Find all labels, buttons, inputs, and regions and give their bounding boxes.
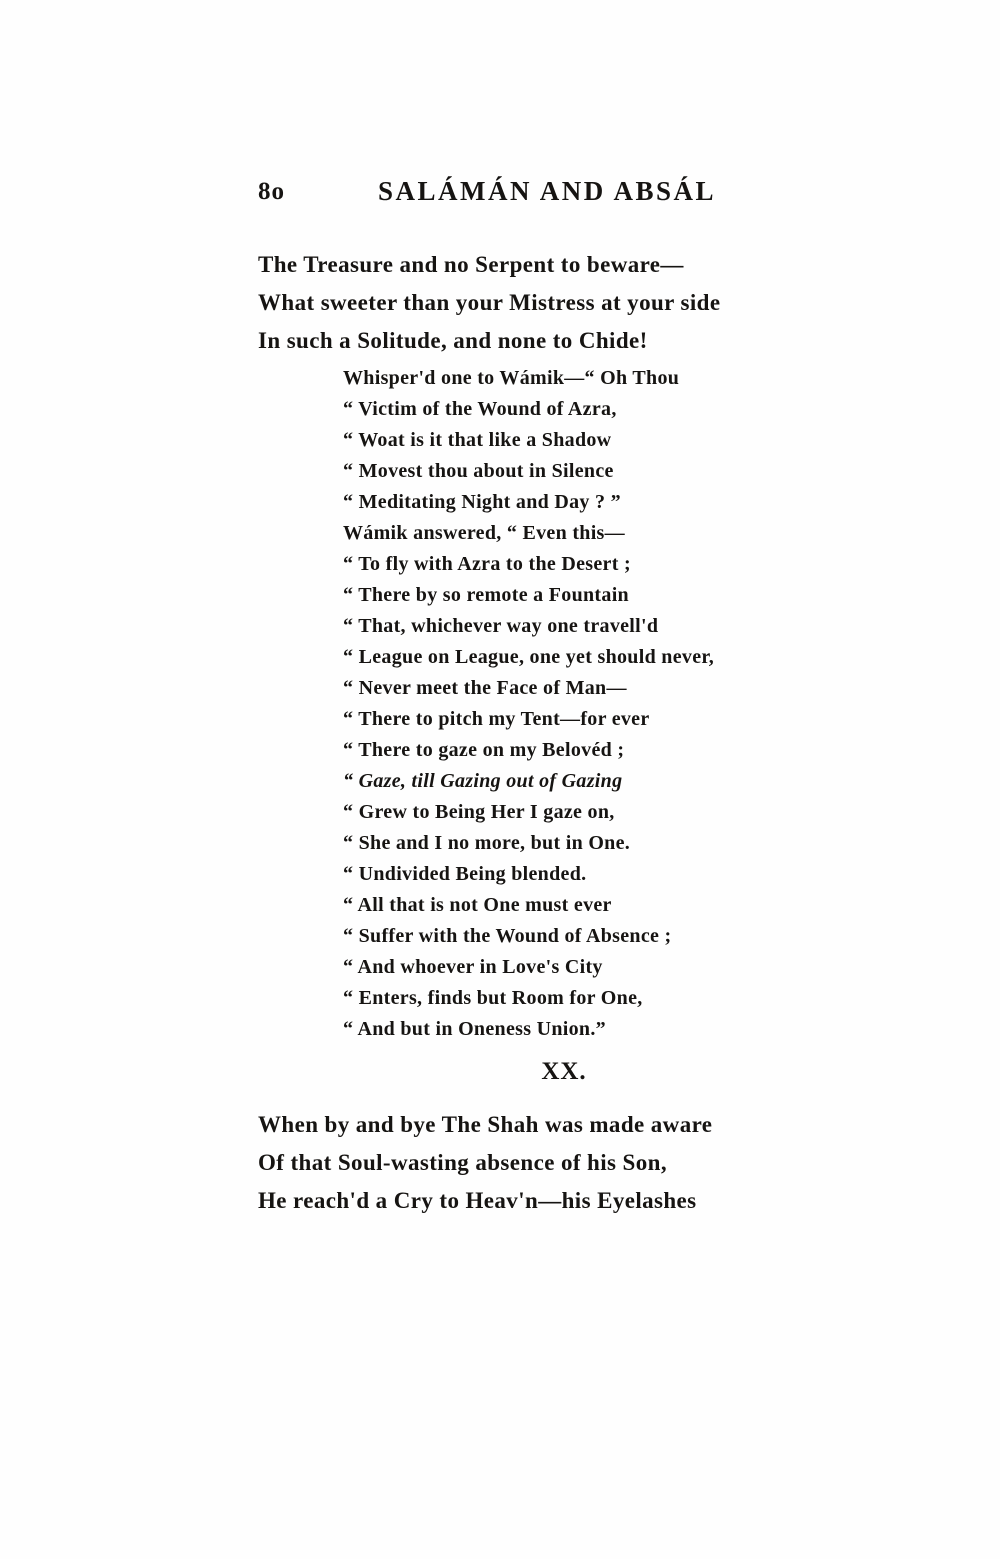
section-heading: XX. — [541, 1058, 587, 1085]
verse-line: “ Movest thou about in Silence — [343, 460, 614, 482]
stanza-line: Of that Soul-wasting absence of his Son, — [258, 1150, 667, 1175]
verse-line: “ Grew to Being Her I gaze on, — [343, 801, 615, 823]
verse-line: “ Victim of the Wound of Azra, — [343, 398, 617, 420]
verse-line: “ And whoever in Love's City — [343, 956, 603, 978]
stanza-line: He reach'd a Cry to Heav'n—his Eyelashes — [258, 1188, 697, 1213]
verse-line: “ That, whichever way one travell'd — [343, 615, 659, 637]
verse-line: “ There to pitch my Tent—for ever — [343, 708, 650, 730]
verse-line: “ Never meet the Face of Man— — [343, 677, 627, 699]
stanza-line: When by and bye The Shah was made aware — [258, 1112, 713, 1137]
verse-line: “ Meditating Night and Day ? ” — [343, 491, 621, 513]
verse-line: “ She and I no more, but in One. — [343, 832, 631, 854]
verse-line: “ And but in Oneness Union.” — [343, 1018, 606, 1040]
indented-verse — [343, 363, 903, 1045]
verse-line: “ There to gaze on my Belovéd ; — [343, 739, 625, 761]
verse-line: “ Suffer with the Wound of Absence ; — [343, 925, 672, 947]
verse-line: “ All that is not One must ever — [343, 894, 612, 916]
verse-line: “ Woat is it that like a Shadow — [343, 429, 612, 451]
verse-line: Whisper'd one to Wámik—“ Oh Thou — [343, 367, 680, 389]
page-number: 8o — [258, 178, 285, 205]
verse-line: “ Undivided Being blended. — [343, 863, 587, 885]
stanza-line: In such a Solitude, and none to Chide! — [258, 328, 648, 353]
verse-line: “ Gaze, till Gazing out of Gazing — [343, 770, 623, 792]
stanza-line: The Treasure and no Serpent to beware— — [258, 252, 684, 277]
page-header — [258, 176, 870, 212]
stanza-closing — [258, 1106, 918, 1220]
book-title: SALÁMÁN AND ABSÁL — [378, 176, 717, 206]
stanza-opening — [258, 246, 918, 360]
verse-line: “ To fly with Azra to the Desert ; — [343, 553, 631, 575]
verse-line: “ League on League, one yet should never, — [343, 646, 715, 668]
verse-line: Wámik answered, “ Even this— — [343, 522, 625, 544]
verse-line: “ There by so remote a Fountain — [343, 584, 629, 606]
verse-line: “ Enters, finds but Room for One, — [343, 987, 643, 1009]
stanza-line: What sweeter than your Mistress at your side — [258, 290, 721, 315]
